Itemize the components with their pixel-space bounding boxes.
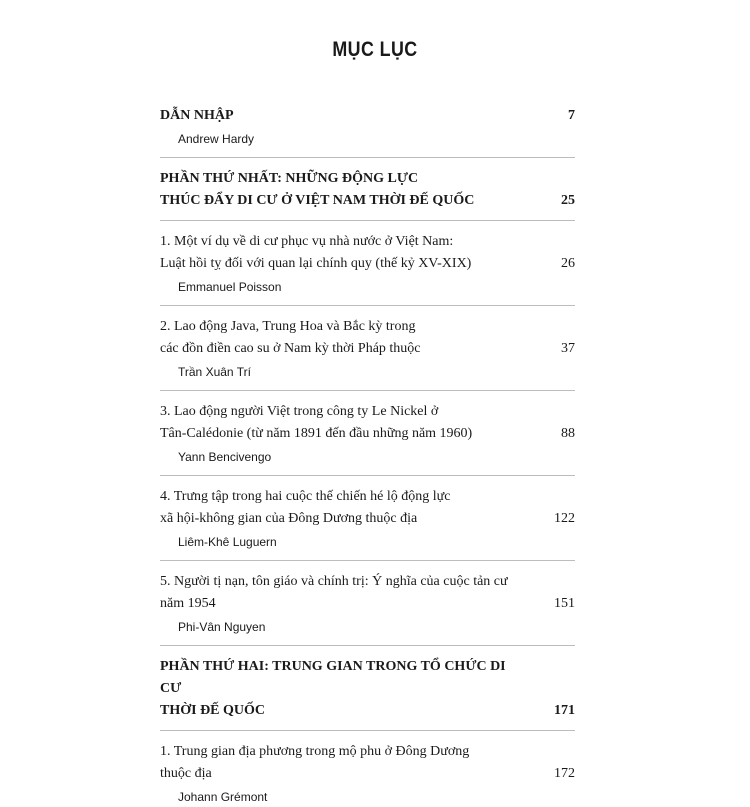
page-title: MỤC LỤC	[332, 38, 418, 61]
toc-section-part-one	[160, 168, 575, 212]
toc-page-number: 37	[561, 341, 575, 356]
toc-entry-title-line: 4. Trưng tập trong hai cuộc thế chiến hé lộ động lực	[160, 489, 451, 504]
toc-entry	[160, 231, 575, 297]
toc-entry-title-line: xã hội-không gian của Đông Dương thuộc địa	[160, 511, 418, 526]
toc-entry-title-line: 2. Lao động Java, Trung Hoa và Bắc kỳ trong	[160, 319, 416, 334]
toc-author: Liêm-Khê Luguern	[178, 535, 277, 549]
toc-entry-introduction	[160, 105, 575, 149]
toc-page-number: 151	[554, 596, 575, 611]
toc-entry-title-line: 3. Lao động người Việt trong công ty Le Nickel ở	[160, 404, 439, 419]
toc-page-number: 88	[561, 426, 575, 441]
toc-author: Yann Bencivengo	[178, 450, 272, 464]
toc-author: Johann Grémont	[178, 790, 268, 804]
toc-section-part-two	[160, 656, 575, 722]
divider	[160, 220, 575, 221]
toc-entry-title-line: DẪN NHẬP	[160, 108, 234, 123]
toc-author: Phi-Vân Nguyen	[178, 620, 266, 634]
toc-author: Andrew Hardy	[178, 132, 255, 146]
toc-entry	[160, 316, 575, 382]
toc-page-number: 122	[554, 511, 575, 526]
toc-entry	[160, 571, 575, 637]
toc-entry-title-line: Tân-Calédonie (từ năm 1891 đến đầu những năm 1960)	[160, 426, 473, 441]
toc-section-title-line: PHẦN THỨ NHẤT: NHỮNG ĐỘNG LỰC	[160, 171, 419, 186]
toc-entry-title-line: 5. Người tị nạn, tôn giáo và chính trị: Ý nghĩa của cuộc tản cư	[160, 574, 508, 589]
divider	[160, 730, 575, 731]
toc-section-title-line: PHẦN THỨ HAI: TRUNG GIAN TRONG TỔ CHỨC DI CƯ	[160, 659, 506, 696]
toc-page-number: 171	[554, 703, 575, 718]
toc-entry-title-line: 1. Một ví dụ về di cư phục vụ nhà nước ở Việt Nam:	[160, 234, 454, 249]
toc-entry-title-line: các đồn điền cao su ở Nam kỳ thời Pháp thuộc	[160, 341, 421, 356]
toc-entry	[160, 741, 575, 807]
toc-author: Trần Xuân Trí	[178, 365, 251, 379]
toc-section-title-line: THÚC ĐẨY DI CƯ Ở VIỆT NAM THỜI ĐẾ QUỐC	[160, 193, 475, 208]
divider	[160, 305, 575, 306]
toc-page-number: 7	[568, 108, 575, 123]
divider	[160, 560, 575, 561]
divider	[160, 157, 575, 158]
divider	[160, 475, 575, 476]
toc-section-title-line: THỜI ĐẾ QUỐC	[160, 703, 266, 718]
toc-entry	[160, 486, 575, 552]
table-of-contents	[160, 105, 575, 807]
toc-entry-title-line: thuộc địa	[160, 766, 212, 781]
toc-page-number: 25	[561, 193, 575, 208]
toc-entry-title-line: Luật hồi tỵ đối với quan lại chính quy (thế kỷ XV-XIX)	[160, 256, 472, 271]
toc-entry	[160, 401, 575, 467]
toc-entry-title-line: 1. Trung gian địa phương trong mộ phu ở Đông Dương	[160, 744, 470, 759]
toc-author: Emmanuel Poisson	[178, 280, 282, 294]
toc-entry-title-line: năm 1954	[160, 596, 216, 611]
toc-page-number: 172	[554, 766, 575, 781]
divider	[160, 390, 575, 391]
toc-page-number: 26	[561, 256, 575, 271]
divider	[160, 645, 575, 646]
